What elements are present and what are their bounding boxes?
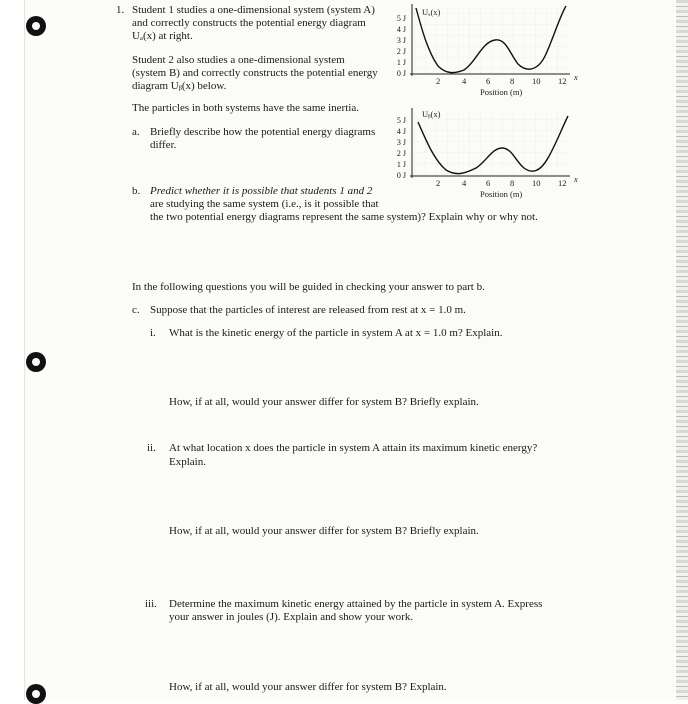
- q1-line1: Student 1 studies a one-dimensional system (system A): [132, 4, 375, 16]
- c-iii-line1: Determine the maximum kinetic energy attained by the particle in system A. Express: [169, 598, 543, 610]
- part-a-line2: differ.: [150, 139, 177, 151]
- c-ii-followup: How, if at all, would your answer differ for system B? Briefly explain.: [169, 525, 479, 537]
- ytick-3: 3 J: [396, 36, 406, 45]
- xtick-8: 8: [510, 76, 515, 86]
- xtick-6: 6: [486, 178, 491, 188]
- binder-hole-top: [26, 16, 46, 36]
- q1-line6: diagram Uᵦ(x) below.: [132, 80, 227, 92]
- ytick-2: 2 J: [396, 47, 406, 56]
- part-a-marker: a.: [132, 126, 140, 138]
- c-i-text: What is the kinetic energy of the particle in system A at x = 1.0 m? Explain.: [169, 327, 503, 339]
- ytick-4: 4 J: [396, 25, 406, 34]
- question-number: 1.: [116, 4, 125, 16]
- q1-line2: and correctly constructs the potential energy diagram: [132, 17, 366, 29]
- page-edge: [676, 0, 688, 700]
- graph-a-grid: [412, 8, 567, 74]
- xtick-4: 4: [462, 76, 467, 86]
- binder-hole-middle: [26, 352, 46, 372]
- graph-b-xvar: x: [574, 174, 578, 184]
- part-b-line1: Predict whether it is possible that students 1 and 2: [150, 185, 373, 197]
- q1-line3: Uₐ(x) at right.: [132, 30, 193, 42]
- q1-line5: (system B) and correctly constructs the potential energy: [132, 67, 378, 79]
- ytick-1: 1 J: [396, 160, 406, 169]
- q1-line7: The particles in both systems have the same inertia.: [132, 102, 359, 114]
- ytick-5: 5 J: [396, 14, 406, 23]
- c-ii-line2: Explain.: [169, 456, 206, 468]
- part-b-line2: are studying the same system (i.e., is it possible that: [150, 198, 379, 210]
- ytick-0: 0 J: [396, 171, 406, 180]
- binder-hole-bottom: [26, 684, 46, 704]
- part-b-marker: b.: [132, 185, 141, 197]
- xtick-12: 12: [558, 76, 567, 86]
- graph-a-xvar: x: [574, 72, 578, 82]
- xtick-6: 6: [486, 76, 491, 86]
- c-i-marker: i.: [150, 327, 156, 339]
- xtick-10: 10: [532, 178, 541, 188]
- ytick-1: 1 J: [396, 58, 406, 67]
- xtick-4: 4: [462, 178, 467, 188]
- graph-b-grid: [412, 110, 567, 176]
- potential-energy-graph-a: [392, 2, 584, 98]
- ytick-5: 5 J: [396, 116, 406, 125]
- graph-b-xlabel: Position (m): [480, 189, 523, 199]
- xtick-8: 8: [510, 178, 515, 188]
- ytick-0: 0 J: [396, 69, 406, 78]
- part-b-line3: the two potential energy diagrams represent the same system)? Explain why or why not.: [150, 211, 538, 223]
- c-i-followup: How, if at all, would your answer differ for system B? Briefly explain.: [169, 396, 479, 408]
- part-c-text: Suppose that the particles of interest are released from rest at x = 1.0 m.: [150, 304, 466, 316]
- xtick-2: 2: [436, 76, 441, 86]
- c-iii-marker: iii.: [145, 598, 157, 610]
- graph-a-xlabel: Position (m): [480, 87, 523, 97]
- ytick-4: 4 J: [396, 127, 406, 136]
- c-ii-marker: ii.: [147, 442, 156, 454]
- part-c-marker: c.: [132, 304, 140, 316]
- xtick-12: 12: [558, 178, 567, 188]
- potential-energy-graph-b: [392, 108, 584, 204]
- c-ii-line1: At what location x does the particle in system A attain its maximum kinetic energy?: [169, 442, 538, 454]
- ytick-3: 3 J: [396, 138, 406, 147]
- c-iii-line2: your answer in joules (J). Explain and show your work.: [169, 611, 414, 623]
- xtick-10: 10: [532, 76, 541, 86]
- guide-text: In the following questions you will be guided in checking your answer to part b.: [132, 281, 485, 293]
- c-iii-followup: How, if at all, would your answer differ for system B? Explain.: [169, 681, 447, 693]
- ytick-2: 2 J: [396, 149, 406, 158]
- q1-line4: Student 2 also studies a one-dimensional system: [132, 54, 345, 66]
- part-a-line1: Briefly describe how the potential energy diagrams: [150, 126, 376, 138]
- xtick-2: 2: [436, 178, 441, 188]
